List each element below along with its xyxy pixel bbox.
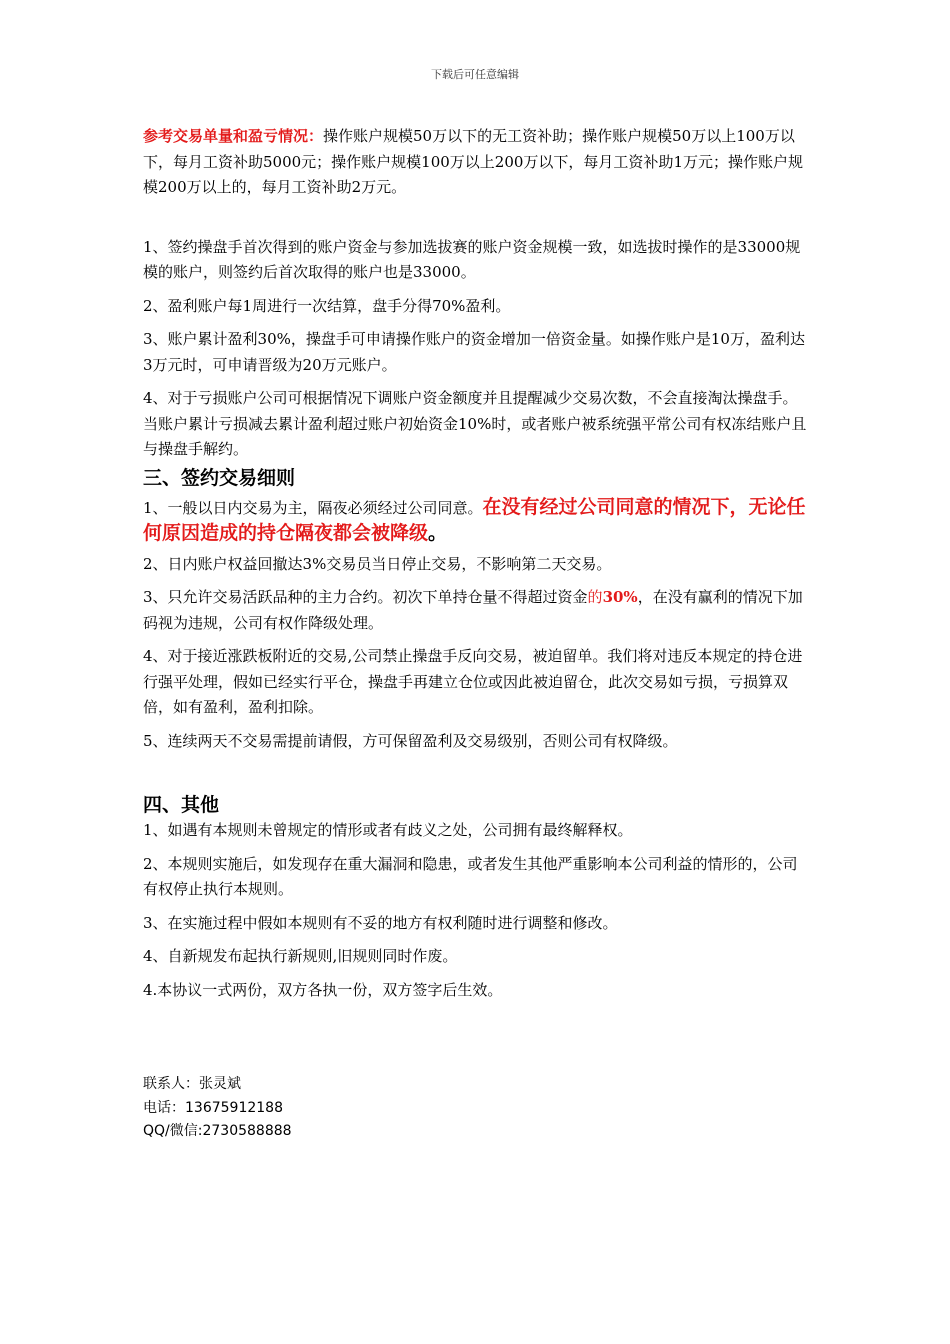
item-highlight-percent: 30% — [602, 588, 638, 606]
contact-person: 联系人：张灵斌 — [143, 1076, 241, 1092]
item-text: 1、一般以日内交易为主，隔夜必须经过公司同意。 — [143, 498, 483, 517]
section-4-item: 4、自新规发布起执行新规则,旧规则同时作废。 — [143, 947, 458, 965]
list-item: 2、盈利账户每1周进行一次结算，盘手分得70%盈利。 — [143, 296, 511, 315]
section-3-item-2: 2、日内账户权益回撤达3%交易员当日停止交易，不影响第二天交易。 — [143, 554, 612, 573]
reference-title: 参考交易单量和盈亏情况： — [143, 127, 324, 145]
contact-qq: QQ/微信:2730588888 — [143, 1123, 292, 1139]
section-3-item-5: 5、连续两天不交易需提前请假，方可保留盈利及交易级别，否则公司有权降级。 — [143, 731, 678, 750]
section-3-item-1 — [143, 495, 808, 548]
reference-text: 操作账户规模50万以下的无工资补助；操作账户规模50万以上100万以下，每月工资补助5000元；操作账户规模100万以上200万以下，每月工资补助1万元；操作账户规模200万以上的，每月工资补助2万元。 — [143, 127, 803, 196]
list-item: 4、对于亏损账户公司可根据情况下调账户资金额度并且提醒减少交易次数，不会直接淘汰操盘手。当账户累计亏损减去累计盈利超过账户初始资金10%时，或者账户被系统强平常公司有权冻结账户且与操盘手解约。 — [143, 389, 807, 458]
item-end: 。 — [428, 522, 448, 544]
list-item: 1、签约操盘手首次得到的账户资金与参加选拔赛的账户资金规模一致，如选拔时操作的是33000规模的账户，则签约后首次取得的账户也是33000。 — [143, 237, 801, 281]
document-body — [143, 124, 808, 1144]
section-4-item: 2、本规则实施后，如发现存在重大漏洞和隐患，或者发生其他严重影响本公司利益的情形的，公司有权停止执行本规则。 — [143, 854, 798, 898]
section-3-item-3 — [143, 585, 808, 636]
section-3-title: 三、签约交易细则 — [143, 466, 296, 489]
item-text-rest: ，在没有赢利的情况下加码视为违规，公司有权作降级处理。 — [143, 588, 803, 632]
section-3-item-4: 4、对于接近涨跌板附近的交易,公司禁止操盘手反向交易，被迫留单。我们将对违反本规定的持仓进行强平处理，假如已经实行平仓，操盘手再建立仓位或因此被迫留仓，此次交易如亏损，亏损算双倍，如有盈利，盈利扣除。 — [143, 647, 803, 716]
page-header-note: 下载后可任意编辑 — [431, 68, 519, 81]
list-a — [143, 235, 808, 463]
item-highlight-de: 的 — [587, 588, 603, 606]
section-4-title: 四、其他 — [143, 794, 220, 816]
reference-paragraph — [143, 124, 808, 201]
section-4-item: 4.本协议一式两份，双方各执一份，双方签字后生效。 — [143, 980, 503, 999]
contact-phone: 电话：13675912188 — [143, 1099, 283, 1116]
item-text: 3、只允许交易活跃品种的主力合约。初次下单持仓量不得超过资金 — [143, 588, 588, 606]
section-4-item: 3、在实施过程中假如本规则有不妥的地方有权利随时进行调整和修改。 — [143, 913, 618, 932]
section-4-item: 1、如遇有本规则未曾规定的情形或者有歧义之处，公司拥有最终解释权。 — [143, 821, 633, 839]
item-highlight: 在没有经过公司同意的情况下，无论任何原因造成的持仓隔夜都会被降级 — [143, 495, 806, 544]
list-item: 3、账户累计盈利30%，操盘手可申请操作账户的资金增加一倍资金量。如操作账户是10万，盈利达3万元时，可申请晋级为20万元账户。 — [143, 330, 805, 374]
